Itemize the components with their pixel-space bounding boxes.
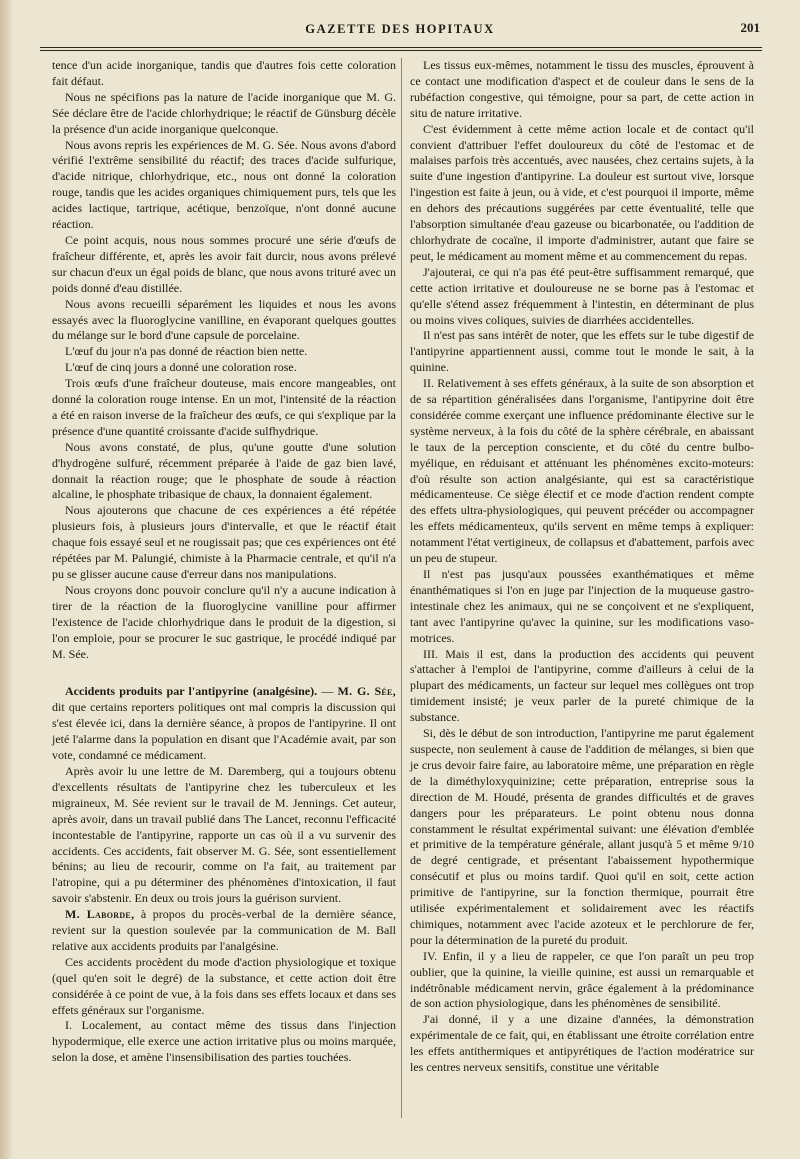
heading-dash: — [317,684,338,699]
paragraph: Ces accidents procèdent du mode d'action physiologique et toxique (quel qu'en soit le degré) de la substance, et cette action doit être considérée à ce point de vue, à la fois dans ses effets locaux et dans ses effets généraux sur l'organisme. [52,954,396,1017]
speaker-name: M. G. Sée, [337,684,396,699]
running-head [40,22,760,44]
paragraph: Trois œufs d'une fraîcheur douteuse, mais encore mangeables, ont donné la coloration rouge intense. En un mot, l'intensité de la réaction a été en raison inverse de la fraîcheur des œufs, ce qui s'explique par la présence d'une quantité croissante d'acide sulfhydrique. [52,376,396,438]
left-column [52,58,396,1066]
paragraph: Nous avons recueilli séparément les liquides et nous les avons essayés avec la fluoroglycine vanilline, en évaporant quelques gouttes du mélange sur le bord d'une capsule de porcelaine. [52,296,396,343]
page-number: 201 [740,20,760,35]
paragraph: J'ai donné, il y a une dizaine d'années, la démonstration expérimentale de ce fait, qui, en établissant une étroite corrélation entre les effets antithermiques et antipyrétiques de l'action modératrice sur les centres nerveux sensitifs, constitue une véritable [410,1012,754,1075]
speaker-name: M. Laborde, [65,907,135,922]
paragraph: III. Mais il est, dans la production des accidents qui peuvent s'attacher à l'emploi de l'antipyrine, comme d'ailleurs à celui de la plupart des médicaments, un facteur sur lequel mes collègues ont trop timidement insisté; je veux parler de la pureté chimique de la substance. [410,646,754,725]
journal-title: GAZETTE DES HOPITAUX [305,22,495,36]
paragraph: Ce point acquis, nous nous sommes procuré une série d'œufs de fraîcheur différente, et, après les avoir fait durcir, nous avons prélevé sur chacun d'eux un égal poids de blanc, que nous avons trituré avec un poids donné d'eau distillée. [52,232,396,295]
paragraph: L'œuf du jour n'a pas donné de réaction bien nette. [65,344,308,359]
paragraph-text: à propos du procès-verbal de la dernière séance, revient sur la question soulevée par la communication de M. Ball relative aux accidents produits par l'analgésine. [52,907,396,953]
paragraph: Les tissus eux-mêmes, notamment le tissu des muscles, éprouvent à ce contact une modification d'aspect et de couleur dans le sens de la rubéfaction congestive, qui témoigne, pour sa part, de cette action in situ de nature irritative. [410,58,754,120]
paragraph: Nous croyons donc pouvoir conclure qu'il n'y a aucune indication à tirer de la réaction de la fluoroglycine vanilline pour affirmer l'existence de l'acide chlorhydrique dans le produit de la digestion, si l'on emploie, pour se procurer le suc gastrique, le procédé indiqué par M. Sée. [52,582,396,661]
paragraph: Nous avons repris les expériences de M. G. Sée. Nous avons d'abord vérifié l'extrême sensibilité du réactif; des traces d'acide sulfurique, d'acide nitrique, chlorhydrique, etc., nous ont donné la coloration rouge, tandis que les acides organiques chimiquement purs, tels que les acides lactique, tartrique, acétique, benzoïque, n'ont donné aucune réaction. [52,137,396,232]
page-gutter-shadow [0,0,14,1159]
column-divider [401,58,402,1118]
paragraph: tence d'un acide inorganique, tandis que d'autres fois cette coloration fait défaut. [52,58,396,88]
paragraph: Nous ajouterons que chacune de ces expériences a été répétée plusieurs fois, à plusieurs jours d'intervalle, et que le réactif était chaque fois essayé seul et ne rougissait pas; que ces expériences ont été répétées par M. Palungié, chimiste à la Pharmacie centrale, et qu'il n'a pu se glisser aucune cause d'erreur dans nos manipulations. [52,503,396,581]
paragraph-text: dit que certains reporters politiques ont mal compris la discussion qui s'est élevée ici, dans la dernière séance, à propos de l'antipyrine. Il ont jeté l'alarme dans la population en disant que l'Académie avait, par son vote, condamné ce médicament. [52,700,396,763]
paragraph: C'est évidemment à cette même action locale et de contact qu'il convient d'attribuer l'effet douloureux du côté de l'estomac et de malaises parfois très accentués, avec nausées, chez certains sujets, à la suite d'une ingestion d'antipyrine. La douleur est surtout vive, lorsque l'ingestion est faite à jeun, ou à vide, et c'est pourquoi il importe, même en dehors des précautions suggérées par cette éventualité, telle que l'absorption simultanée d'eau gazeuse ou bicarbonatée, ou l'addition de chlorhydrate de cocaïne, il importe d'administrer, autant que faire se peut, le médicament au moment même et au commencement du repas. [410,121,754,263]
paragraph: Nous avons constaté, de plus, qu'une goutte d'une solution d'hydrogène sulfuré, récemment préparée à l'aide de gaz bien lavé, donnait la réaction rouge; que le phosphate de soude à réaction alcaline, le phosphate tribasique de chaux, la donnaient également. [52,439,396,502]
paragraph: L'œuf de cinq jours a donné une coloration rose. [65,360,297,375]
paragraph: Si, dès le début de son introduction, l'antipyrine me parut également suspecte, non seulement à cause de l'addition de mélanges, si bien que je crus devoir faire faire, au laboratoire même, une préparation en règle de la diméthyloxyquinizine; cette préparation, entreprise sous la direction de M. Houdé, présenta de grandes difficultés et de graves dangers pour les préparateurs. Le point obtenu nous donna constamment le résultat expérimental suivant: une élévation d'emblée et primitive de la température générale, allant jusqu'à 5 et même 9/10 de degré centigrade, et présentant l'abaissement hypothermique consécutif et plus ou moins tardif. Quoi qu'il en soit, cette action primitive de l'antipyrine, sur la fonction thermique, pourrait être utilisée expérimentalement et solidairement avec les réactifs chimiques, notamment avec l'acide azoteux et le perchlorure de fer, pour la détermination de la pureté du produit. [410,726,754,947]
paragraph: Nous ne spécifions pas la nature de l'acide inorganique que M. G. Sée déclare être de l'acide chlorhydrique; le réactif de Günsburg décèle la présence d'un acide inorganique quelconque. [52,89,396,136]
paragraph: Il n'est pas jusqu'aux poussées exanthématiques et même énanthématiques si l'on en juge par l'injection de la muqueuse gastro-intestinale chez les animaux, qui ne se conçoivent et ne s'expliquent, tant avec l'antipyrine qu'avec la quinine, sur les modifications vaso-motrices. [410,567,754,645]
paragraph: IV. Enfin, il y a lieu de rappeler, ce que l'on paraît un peu trop oublier, que la quinine, la vieille quinine, est aussi un remarquable et indétrônable médicament nervin, grâce également à la prédominance de son action physiologique, dans les phénomènes de sensibilité. [410,948,754,1011]
paragraph: Après avoir lu une lettre de M. Daremberg, qui a toujours obtenu d'excellents résultats de l'antipyrine chez les tuberculeux et les migraineux, M. Sée revient sur le travail de M. Jennings. Cet auteur, après avoir, dans un travail publié dans The Lancet, reconnu l'efficacité incontestable de l'antipyrine, rapporte un cas où il a vu survenir des accidents. Ces accidents, fait observer M. G. Sée, sont essentiellement bénins; au lieu de recourir, comme on l'a fait, au traitement par l'atropine, qui a pu déterminer des phénomènes d'intoxication, il faut savoir s'abstenir. En deux ou trois jours la guérison survient. [52,763,396,906]
paragraph: J'ajouterai, ce qui n'a pas été peut-être suffisamment remarqué, que cette action irritative et douloureuse ne se borne pas à l'estomac et qu'elle s'étend assez fréquemment à l'intestin, en déterminant de plus ou moins vives coliques, suivies de diarrhées accidentelles. [410,264,754,327]
paragraph: Il n'est pas sans intérêt de noter, que les effets sur le tube digestif de l'antipyrine appartiennent aussi, comme tout le monde le sait, à la quinine. [410,328,754,375]
header-rule-double [40,50,762,51]
section-opening [52,684,396,764]
paragraph: I. Localement, au contact même des tissus dans l'injection hypodermique, elle exerce une action irritative plus ou moins marquée, selon la dose, et amène l'insensibilisation des parties touchées. [52,1018,396,1065]
header-rule [40,47,762,48]
paragraph: II. Relativement à ses effets généraux, à la suite de son absorption et de sa répartition généralisées dans l'organisme, l'antipyrine doit être considérée comme exerçant une influence prédominante élective sur le système nerveux, à la fois du côté de la sphère cérébrale, en abaissant le taux de la perception consciente, et du côté du centre bulbo-myélique, en réduisant et atténuant les phénomènes excito-moteurs: d'où résulte son action analgésiante, qui est sa caractéristique médicamenteuse. Ce siège électif et ce mode d'action rendent compte des effets ultra-physiologiques, qui peuvent précéder ou accompagner les effets médicamenteux, qu'ils servent en même temps à expliquer: notamment l'état vertigineux, de collapsus et d'abattement, parfois avec un peu de stupeur. [410,376,754,566]
right-column [410,58,754,1076]
paragraph-with-speaker [52,907,396,955]
section-heading: Accidents produits par l'antipyrine (analgésine). [65,684,318,699]
